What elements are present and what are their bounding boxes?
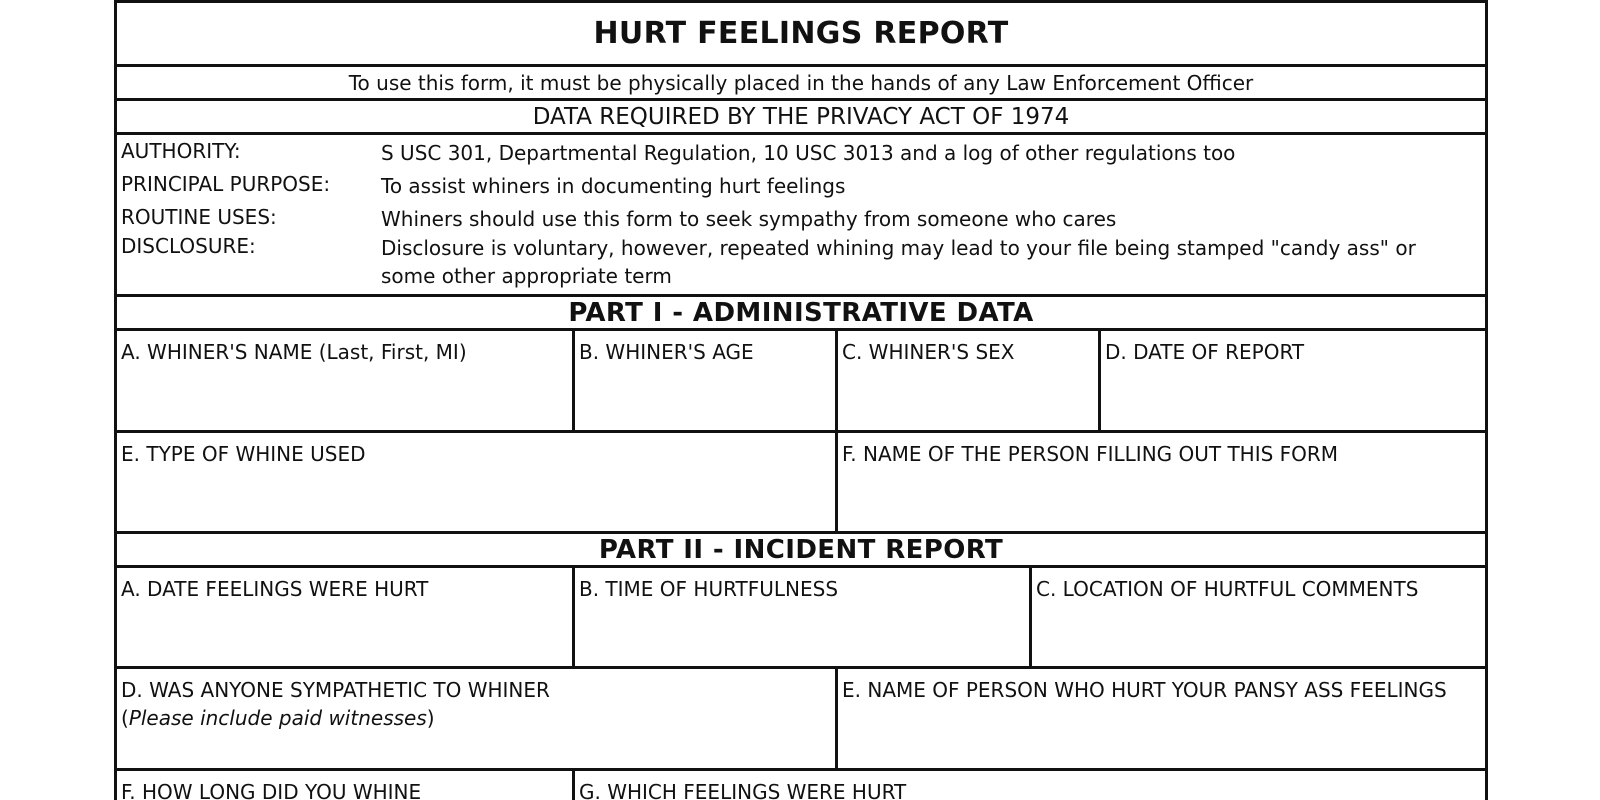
time-of-hurtfulness-label: B. TIME OF HURTFULNESS [579, 577, 839, 601]
whiner-age-label: B. WHINER'S AGE [579, 340, 754, 364]
part2-row-1 [117, 568, 1485, 669]
disclosure-label: DISCLOSURE: [121, 234, 256, 258]
privacy-act-statement [117, 135, 1485, 297]
authority-text: S USC 301, Departmental Regulation, 10 USC 3013 and a log of other regulations too [381, 141, 1236, 165]
privacy-act-header-row [117, 101, 1485, 135]
authority-label: AUTHORITY: [121, 139, 241, 163]
whiner-sex-field[interactable] [838, 331, 1101, 430]
note-open-paren: ( [121, 706, 129, 730]
location-of-comments-field[interactable] [1032, 568, 1485, 666]
privacy-act-header: DATA REQUIRED BY THE PRIVACY ACT OF 1974 [532, 103, 1070, 130]
which-feelings-hurt-label: G. WHICH FEELINGS WERE HURT [579, 780, 907, 800]
type-of-whine-label: E. TYPE OF WHINE USED [121, 442, 366, 466]
whiner-name-label: A. WHINER'S NAME (Last, First, MI) [121, 340, 467, 364]
date-feelings-hurt-label: A. DATE FEELINGS WERE HURT [121, 577, 429, 601]
part2-heading: PART II - INCIDENT REPORT [598, 534, 1004, 565]
form-notice-row [117, 67, 1485, 101]
form-title: HURT FEELINGS REPORT [593, 16, 1009, 51]
date-feelings-hurt-field[interactable] [117, 568, 575, 666]
form-title-row [117, 3, 1485, 67]
sympathetic-witness-field[interactable] [117, 669, 838, 768]
whiner-age-field[interactable] [575, 331, 838, 430]
principal-purpose-text: To assist whiners in documenting hurt feelings [381, 174, 846, 198]
time-of-hurtfulness-field[interactable] [575, 568, 1032, 666]
person-filling-form-label: F. NAME OF THE PERSON FILLING OUT THIS FORM [842, 442, 1339, 466]
person-filling-form-field[interactable] [838, 433, 1485, 531]
routine-uses-label: ROUTINE USES: [121, 205, 277, 229]
part1-row-1 [117, 331, 1485, 433]
sympathetic-witness-note [121, 704, 831, 732]
principal-purpose-label: PRINCIPAL PURPOSE: [121, 172, 331, 196]
note-close-paren: ) [426, 706, 435, 730]
person-who-hurt-label: E. NAME OF PERSON WHO HURT YOUR PANSY ASS FEELINGS [842, 678, 1447, 702]
how-long-whine-field[interactable] [117, 771, 575, 800]
part1-row-2 [117, 433, 1485, 534]
routine-uses-text: Whiners should use this form to seek sympathy from someone who cares [381, 207, 1117, 231]
type-of-whine-field[interactable] [117, 433, 838, 531]
location-of-comments-label: C. LOCATION OF HURTFUL COMMENTS [1036, 577, 1419, 601]
form-notice: To use this form, it must be physically placed in the hands of any Law Enforcement Officer [348, 70, 1254, 95]
person-who-hurt-field[interactable] [838, 669, 1485, 768]
sympathetic-witness-label: D. WAS ANYONE SYMPATHETIC TO WHINER [121, 678, 550, 702]
date-of-report-label: D. DATE OF REPORT [1105, 340, 1305, 364]
part1-heading-row [117, 297, 1485, 331]
part2-row-3 [117, 771, 1485, 800]
whiner-name-field[interactable] [117, 331, 575, 430]
part2-row-2 [117, 669, 1485, 771]
which-feelings-hurt-field[interactable] [575, 771, 1485, 800]
hurt-feelings-form [114, 0, 1488, 800]
whiner-sex-label: C. WHINER'S SEX [842, 340, 1015, 364]
how-long-whine-label: F. HOW LONG DID YOU WHINE [121, 780, 422, 800]
disclosure-text: Disclosure is voluntary, however, repeated whining may lead to your file being stamped "candy ass" or some other appropriate term [381, 236, 1416, 288]
date-of-report-field[interactable] [1101, 331, 1485, 430]
part2-heading-row [117, 534, 1485, 568]
part1-heading: PART I - ADMINISTRATIVE DATA [568, 297, 1034, 328]
paid-witnesses-note: Please include paid witnesses [128, 706, 427, 730]
